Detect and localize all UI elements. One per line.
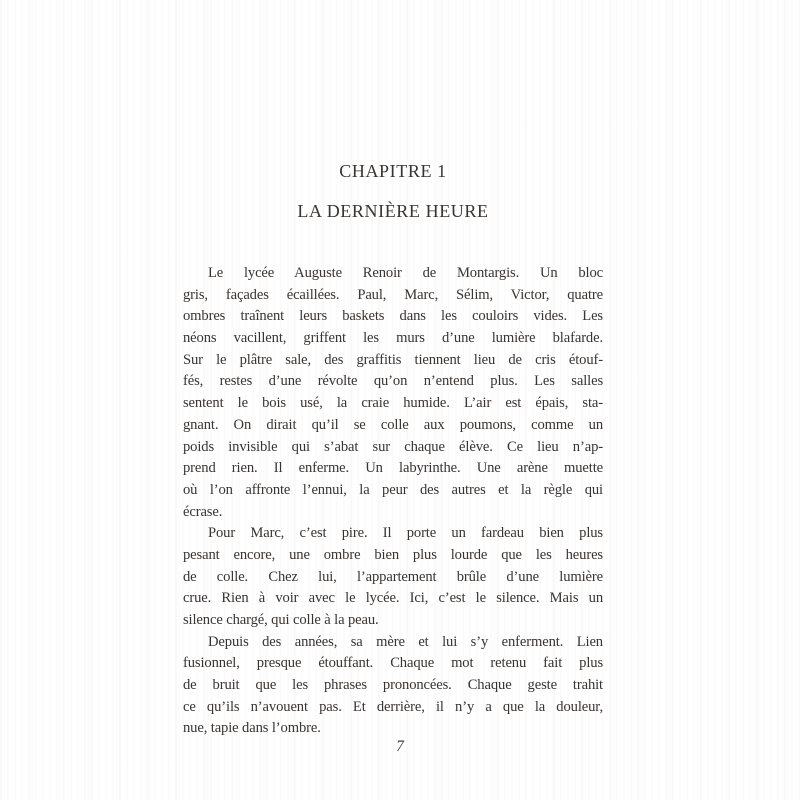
text-line: ce qu’ils n’avouent pas. Et derrière, il n’y a que la douleur, [183, 698, 603, 715]
paragraph [183, 523, 603, 631]
text-line: Depuis des années, sa mère et lui s’y enferment. Lien [208, 633, 603, 650]
text-line: fés, restes d’une révolte qu’on n’entend plus. Les salles [183, 373, 603, 390]
body-text [183, 263, 603, 740]
text-line: fusionnel, presque étouffant. Chaque mot retenu fait plus [183, 655, 603, 672]
text-line: de bruit que les phrases prononcées. Chaque geste trahit [183, 677, 603, 694]
text-line: silence chargé, qui colle à la peau. [183, 612, 379, 628]
text-line: nue, tapie dans l’ombre. [183, 720, 321, 737]
text-line: où l’on affronte l’ennui, la peur des autres et la règle qui [183, 481, 603, 498]
text-line: Sur le plâtre sale, des graffitis tiennent lieu de cris étouf- [183, 351, 603, 368]
text-line: écrase. [183, 503, 223, 520]
text-line: pesant encore, une ombre bien plus lourde que les heures [183, 546, 603, 563]
text-line: néons vacillent, griffent les murs d’une lumière blafarde. [183, 330, 603, 347]
text-line: crue. Rien à voir avec le lycée. Ici, c’est le silence. Mais un [183, 590, 603, 607]
page-number: 7 [396, 738, 404, 755]
text-line: Pour Marc, c’est pire. Il porte un fardeau bien plus [208, 525, 603, 542]
text-line: ombres traînent leurs baskets dans les couloirs vides. Les [183, 308, 603, 325]
chapter-heading: CHAPITRE 1 [339, 161, 447, 181]
text-line: sentent le bois usé, la craie humide. L’air est épais, sta- [183, 395, 603, 412]
text-line: gris, façades écaillées. Paul, Marc, Sélim, Victor, quatre [183, 286, 603, 303]
chapter-title: LA DERNIÈRE HEURE [297, 201, 489, 221]
text-line: Le lycée Auguste Renoir de Montargis. Un bloc [208, 265, 603, 281]
text-line: poids invisible qui s’abat sur chaque élève. Ce lieu n’ap- [183, 438, 603, 455]
text-line: de colle. Chez lui, l’appartement brûle d’une lumière [183, 568, 603, 585]
paragraph [183, 263, 603, 523]
text-line: prend rien. Il enferme. Un labyrinthe. Une arène muette [183, 460, 603, 477]
text-column [183, 161, 603, 737]
text-line: gnant. On dirait qu’il se colle aux poumons, comme un [183, 416, 603, 433]
paragraph [183, 632, 603, 740]
